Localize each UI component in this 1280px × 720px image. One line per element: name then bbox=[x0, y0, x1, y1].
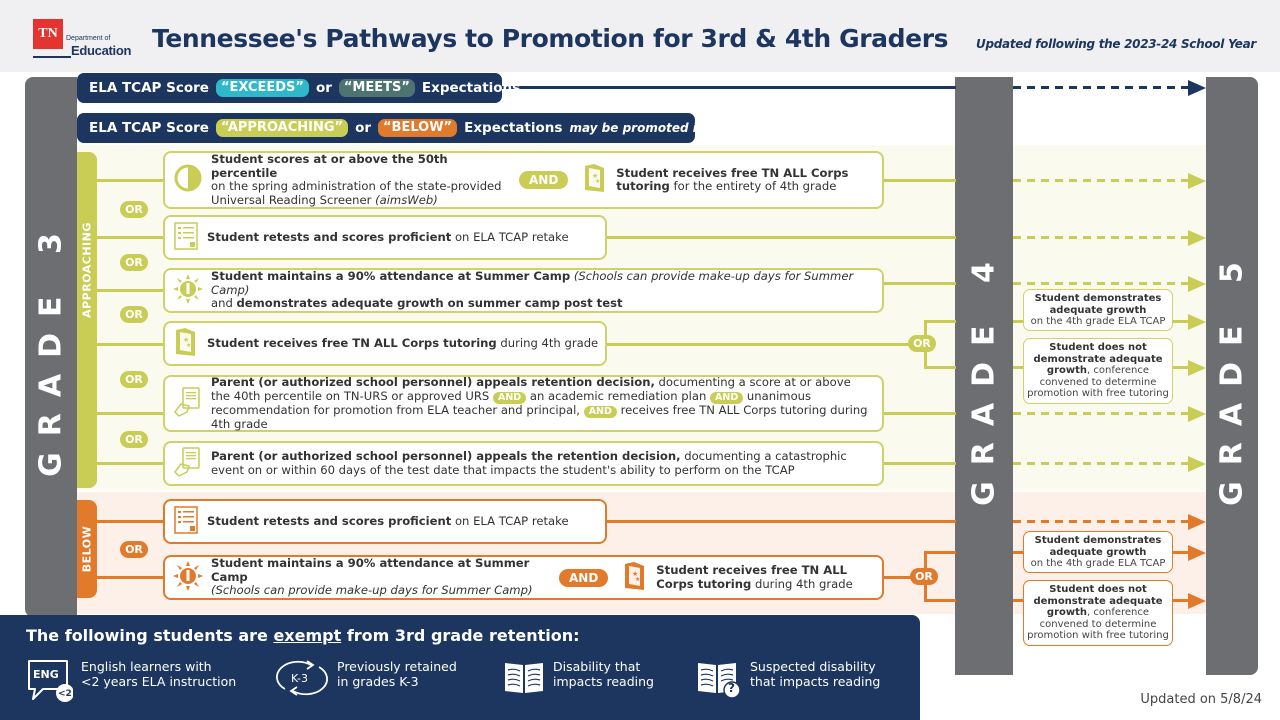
outcome-bold-text: Student does not demonstrate adequate bbox=[1033, 584, 1163, 607]
split-line-bottom bbox=[924, 366, 956, 369]
page-subtitle: Updated following the 2023-24 School Year bbox=[976, 37, 1257, 51]
exempt-line: <2 years ELA instruction bbox=[81, 674, 237, 689]
pathway-body-text: an academic remediation plan bbox=[529, 388, 707, 403]
appeal-document-icon bbox=[173, 386, 203, 422]
svg-text:★: ★ bbox=[592, 172, 599, 181]
eng-icon-text: ENG bbox=[33, 668, 59, 681]
score-bar-exceeds-meets bbox=[77, 73, 521, 103]
score-bar-prefix: ELA TCAP Score bbox=[89, 80, 209, 96]
grade-5-label: GRADE 5 bbox=[1214, 246, 1250, 506]
or-text: or bbox=[315, 80, 332, 96]
grade-3-label: GRADE 3 bbox=[33, 217, 69, 477]
open-book-icon bbox=[503, 659, 545, 698]
outcome-bold-text: growth bbox=[1046, 365, 1088, 376]
score-bar-prefix: ELA TCAP Score bbox=[89, 120, 209, 136]
arrow-icon bbox=[1188, 360, 1206, 376]
meets-arrow-icon bbox=[1188, 80, 1206, 96]
and-chip: AND bbox=[584, 406, 617, 418]
book-stars-icon bbox=[622, 560, 648, 596]
pathway-text bbox=[207, 231, 569, 245]
k3-icon-text: K-3 bbox=[291, 672, 309, 685]
score-bar-approaching-below bbox=[77, 113, 716, 143]
split-line-top bbox=[924, 551, 956, 554]
pathway-italic-text: (Schools can provide make-up days for Summer Camp) bbox=[211, 583, 533, 598]
pathway-body-text: documenting a score at or above the 40th percentile on TN-URS or approved URS bbox=[211, 375, 851, 403]
score-bar-suffix: Expectations bbox=[421, 80, 521, 96]
connector-line bbox=[97, 343, 165, 346]
approaching-tab-label: APPROACHING bbox=[80, 222, 94, 318]
outcome-bold-text: Student does not demonstrate adequate bbox=[1033, 342, 1163, 365]
outcome-growth-approaching bbox=[1023, 289, 1173, 331]
pathway-dashed-line bbox=[1013, 520, 1189, 523]
split-line-top bbox=[924, 320, 956, 323]
pathway-bold-text: Student retests and scores proficient bbox=[207, 513, 452, 528]
or-text: or bbox=[355, 120, 372, 136]
exempt-item-text bbox=[81, 659, 236, 689]
page-title: Tennessee's Pathways to Promotion for 3rd & 4th Graders bbox=[152, 24, 949, 53]
pathway-body-text: during 4th grade bbox=[500, 335, 599, 350]
and-chip: AND bbox=[710, 392, 743, 404]
pathway-line bbox=[605, 343, 927, 346]
pathway-bold-text: Student scores at or above the 50th percentile bbox=[211, 152, 448, 180]
pathway-box-appeal-percentile bbox=[163, 375, 884, 432]
pathway-line bbox=[605, 520, 956, 523]
pathway-bold-text: Student receives free TN ALL Corps tutoring bbox=[616, 165, 849, 193]
exempt-title bbox=[26, 626, 580, 645]
header bbox=[0, 0, 1280, 72]
svg-text:★: ★ bbox=[595, 178, 601, 186]
exempt-item-text bbox=[337, 659, 457, 689]
exempt-item-disability bbox=[503, 659, 654, 698]
pathway-line bbox=[882, 179, 956, 182]
pathway-bold-text: Parent (or authorized school personnel) appeals the retention decision, bbox=[211, 449, 681, 463]
pathway-bold-text: Student maintains a 90% attendance at Summer Camp bbox=[211, 556, 530, 584]
connector-line bbox=[97, 289, 165, 292]
may-be-promoted-text: may be promoted if... bbox=[569, 121, 716, 135]
exempt-line: Previously retained bbox=[337, 659, 457, 674]
arrow-icon bbox=[1188, 593, 1206, 609]
logo-edu-text: Education bbox=[71, 43, 132, 58]
outcome-no-growth-below bbox=[1023, 580, 1173, 646]
connector-line bbox=[97, 179, 165, 182]
sun-pencil-icon bbox=[173, 274, 203, 308]
exempt-line: in grades K-3 bbox=[337, 674, 419, 689]
pathway-body-text: documenting a catastrophic event on or within 60 days of the test date that impacts the student's ability to perform on the TCAP bbox=[211, 449, 847, 477]
score-bar-suffix: Expectations bbox=[464, 120, 563, 136]
and-chip: AND bbox=[493, 392, 526, 404]
pathway-dashed-line bbox=[1013, 236, 1189, 239]
outcome-body-text: on the 4th grade ELA TCAP bbox=[1030, 558, 1166, 569]
updated-date: Updated on 5/8/24 bbox=[1140, 692, 1262, 707]
exempt-title-post: from 3rd grade retention: bbox=[346, 626, 580, 645]
exceeds-chip: “EXCEEDS” bbox=[216, 79, 309, 97]
arrow-icon bbox=[1188, 545, 1206, 561]
pathway-line bbox=[882, 282, 956, 285]
pathway-text bbox=[616, 167, 856, 194]
pathway-line bbox=[605, 236, 956, 239]
meets-dashed-line bbox=[1013, 86, 1189, 89]
pathway-box-summer-camp bbox=[163, 268, 884, 313]
pathway-text bbox=[211, 557, 551, 598]
pathway-dashed-line bbox=[1013, 412, 1189, 415]
exempt-line: English learners with bbox=[81, 659, 212, 674]
pathway-bold-text: demonstrates adequate growth on summer camp post test bbox=[236, 296, 623, 311]
grade-4-column bbox=[955, 77, 1013, 675]
outcome-body-text: , conference convened to determine promotion with free tutoring bbox=[1027, 365, 1169, 399]
pathway-box-percentile-and-tutoring bbox=[163, 151, 884, 209]
exempt-line: Suspected disability bbox=[750, 659, 876, 674]
pathway-bold-text: Student retests and scores proficient bbox=[207, 229, 452, 244]
pathway-body-text: on ELA TCAP retake bbox=[454, 513, 569, 528]
appeal-document-icon bbox=[173, 446, 203, 482]
test-sheet-icon bbox=[173, 505, 199, 539]
pathway-bold-text: Student maintains a 90% attendance at Summer Camp bbox=[211, 269, 571, 284]
svg-text:★: ★ bbox=[186, 341, 192, 349]
pathway-body-text: on the spring administration of the state-provided Universal Reading Screener bbox=[211, 179, 502, 207]
exempt-item-text bbox=[553, 659, 654, 689]
outcome-bold-text: Student demonstrates adequate growth bbox=[1034, 535, 1162, 558]
arrow-icon bbox=[1188, 406, 1206, 422]
arrow-icon bbox=[1188, 276, 1206, 292]
pathway-text bbox=[207, 515, 569, 529]
exempt-line: that impacts reading bbox=[750, 674, 881, 689]
outcome-body-text: , conference convened to determine promotion with free tutoring bbox=[1027, 607, 1169, 641]
pathway-body-text: and bbox=[211, 296, 233, 311]
exempt-title-pre: The following students are bbox=[26, 626, 268, 645]
or-pill: OR bbox=[120, 254, 148, 271]
pathway-box-tutoring bbox=[163, 321, 607, 366]
exempt-item-suspected-disability bbox=[696, 659, 880, 699]
pathway-box-appeal-catastrophic bbox=[163, 441, 884, 486]
svg-text:★: ★ bbox=[183, 335, 190, 344]
approaching-chip: “APPROACHING” bbox=[216, 119, 348, 137]
arrow-icon bbox=[1188, 230, 1206, 246]
pathway-text bbox=[211, 450, 871, 477]
pathway-line bbox=[882, 412, 956, 415]
outcome-body-text: on the 4th grade ELA TCAP bbox=[1030, 316, 1166, 327]
connector-line bbox=[97, 236, 165, 239]
open-book-question-icon bbox=[696, 659, 742, 699]
pathway-dashed-line bbox=[1013, 282, 1189, 285]
logo-dept-text: Department of bbox=[66, 35, 111, 42]
pathway-body-text: during 4th grade bbox=[754, 576, 853, 591]
pathway-line bbox=[882, 462, 956, 465]
connector-line bbox=[97, 412, 165, 415]
pathway-text bbox=[211, 153, 511, 207]
outcome-bold-text: growth bbox=[1046, 607, 1088, 618]
connector-line bbox=[97, 462, 165, 465]
arrow-icon bbox=[1188, 514, 1206, 530]
pathway-text bbox=[211, 270, 882, 311]
approaching-tab bbox=[77, 152, 97, 488]
below-chip: “BELOW” bbox=[378, 119, 457, 137]
pathway-text bbox=[211, 376, 871, 431]
or-pill-split: OR bbox=[908, 335, 936, 352]
pathway-body-text: receives free TN ALL Corps tutoring during 4th grade bbox=[211, 402, 868, 431]
meets-line bbox=[490, 86, 956, 89]
grade-4-label: GRADE 4 bbox=[966, 246, 1002, 506]
book-stars-icon bbox=[582, 162, 608, 198]
test-sheet-icon bbox=[173, 221, 199, 255]
book-stars-icon bbox=[173, 326, 199, 362]
or-pill: OR bbox=[120, 306, 148, 323]
arrow-icon bbox=[1188, 173, 1206, 189]
exempt-item-previously-retained bbox=[275, 659, 457, 697]
pathway-dashed-line bbox=[1013, 179, 1189, 182]
exempt-panel bbox=[0, 615, 920, 720]
or-pill: OR bbox=[120, 371, 148, 388]
below-tab bbox=[77, 500, 97, 598]
exempt-title-underline: exempt bbox=[273, 626, 342, 645]
logo-underline bbox=[33, 56, 71, 58]
pathway-bold-text: Parent (or authorized school personnel) appeals retention decision, bbox=[211, 375, 655, 389]
pathway-box-retest-below bbox=[163, 499, 607, 544]
meets-chip: “MEETS” bbox=[339, 79, 415, 97]
grade-5-column bbox=[1206, 77, 1258, 675]
outcome-growth-below bbox=[1023, 531, 1173, 573]
pathway-italic-text: (Schools can provide make-up days for Summer Camp) bbox=[211, 269, 854, 297]
pathway-bold-text: Student receives free TN ALL Corps tutoring bbox=[656, 563, 848, 591]
exempt-line: impacts reading bbox=[553, 674, 654, 689]
svg-text:★: ★ bbox=[632, 569, 639, 578]
pathway-text bbox=[656, 564, 876, 591]
eng-speech-bubble-icon bbox=[27, 659, 73, 703]
tn-doe-logo bbox=[33, 19, 133, 59]
and-chip: AND bbox=[559, 569, 608, 587]
pathway-text bbox=[207, 337, 598, 351]
below-tab-label: BELOW bbox=[80, 525, 94, 573]
connector-line bbox=[97, 520, 165, 523]
exempt-item-text bbox=[750, 659, 880, 689]
k3-cycle-arrows-icon bbox=[275, 659, 329, 697]
pathway-dashed-line bbox=[1013, 462, 1189, 465]
pathway-bold-text: Student receives free TN ALL Corps tutoring bbox=[207, 335, 497, 350]
or-pill: OR bbox=[120, 541, 148, 558]
connector-line bbox=[97, 576, 165, 579]
sun-pencil-icon bbox=[173, 561, 203, 595]
or-pill: OR bbox=[120, 431, 148, 448]
pathway-body-text: on ELA TCAP retake bbox=[454, 229, 569, 244]
pathway-box-retest bbox=[163, 215, 607, 260]
arrow-icon bbox=[1188, 314, 1206, 330]
question-badge: ? bbox=[728, 681, 735, 695]
grade-3-column bbox=[25, 77, 77, 617]
svg-text:★: ★ bbox=[635, 575, 641, 583]
or-pill: OR bbox=[120, 201, 148, 218]
or-pill-split: OR bbox=[910, 568, 938, 585]
outcome-no-growth-approaching bbox=[1023, 338, 1173, 404]
tn-logo-mark: TN bbox=[33, 19, 63, 49]
pathway-box-summer-camp-below bbox=[163, 555, 884, 600]
split-line-bottom bbox=[924, 599, 956, 602]
exempt-item-english-learners bbox=[27, 659, 236, 703]
eng-icon-badge: <2 bbox=[58, 689, 72, 699]
half-circle-icon bbox=[173, 163, 203, 197]
pathway-body-text: unanimous recommendation for promotion from ELA teacher and principal, bbox=[211, 388, 812, 417]
outcome-bold-text: Student demonstrates adequate growth bbox=[1034, 293, 1162, 316]
pathway-body-text: for the entirety of 4th grade bbox=[673, 179, 837, 193]
and-chip: AND bbox=[519, 171, 568, 189]
arrow-icon bbox=[1188, 456, 1206, 472]
exempt-line: Disability that bbox=[553, 659, 641, 674]
pathway-italic-text: (aimsWeb) bbox=[375, 192, 438, 207]
